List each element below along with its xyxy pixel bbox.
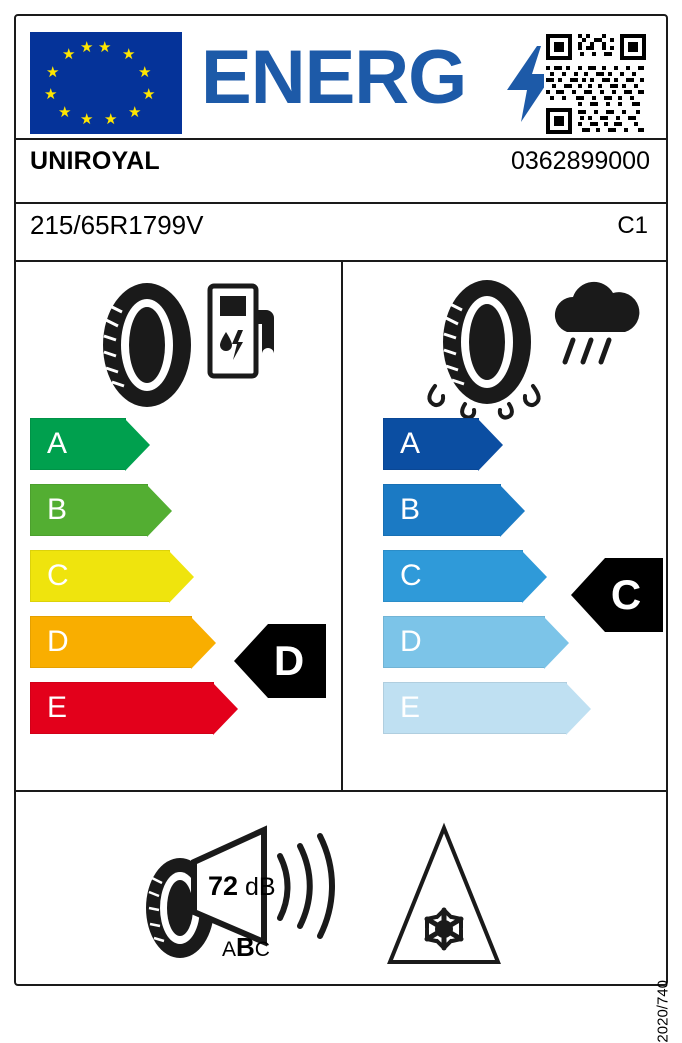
rain-cloud-icon (543, 280, 647, 389)
tyre-icon (88, 280, 206, 415)
wet-grip-scale-letter: E (400, 691, 421, 724)
wet-grip-scale-letter: B (400, 493, 421, 526)
page-title: ENERG (201, 35, 467, 120)
fuel-rating-value: D (273, 637, 305, 684)
fuel-scale-row (30, 418, 214, 470)
fuel-pump-icon (206, 280, 280, 385)
wet-grip-scale-row (383, 616, 567, 668)
noise-class-c: C (254, 938, 270, 961)
fuel-scale-row (30, 682, 214, 734)
three-peak-mountain-snowflake-icon (384, 822, 504, 968)
wet-grip-rating-scale (383, 418, 567, 748)
noise-value: 72 dB (208, 871, 276, 901)
fuel-efficiency-panel (16, 262, 341, 790)
divider (16, 138, 666, 140)
energy-label-card (14, 14, 672, 1043)
fuel-scale-letter: E (47, 691, 68, 724)
noise-group (134, 820, 364, 970)
label-header (16, 16, 666, 138)
noise-class-b: B (236, 932, 255, 962)
fuel-scale-row (30, 550, 214, 602)
wet-grip-rating-marker (571, 558, 663, 632)
wet-grip-rating-value: C (610, 571, 642, 618)
fuel-rating-scale (30, 418, 214, 748)
fuel-scale-row (30, 484, 214, 536)
product-code: 0362899000 (510, 147, 650, 175)
wet-grip-scale-row (383, 484, 567, 536)
noise-class-scale (222, 932, 270, 962)
tyre-class: C1 (617, 212, 648, 239)
wet-grip-scale-row (383, 682, 567, 734)
divider (16, 202, 666, 204)
date-code: 2020/740 (655, 980, 672, 1043)
fuel-scale-letter: D (47, 625, 69, 658)
eu-flag-icon: ★ ★ ★ ★ ★ ★ ★ ★ ★ ★ ★ ★ (30, 32, 182, 134)
fuel-scale-letter: C (47, 559, 69, 592)
wet-grip-scale-letter: A (400, 427, 421, 460)
noise-class-a: A (222, 938, 237, 961)
noise-unit: dB (245, 873, 276, 901)
tyre-size: 215/65R1799V (30, 210, 204, 240)
noise-and-snow-panel (16, 792, 672, 1043)
wet-grip-scale-letter: D (400, 625, 422, 658)
brand-name: UNIROYAL (30, 147, 160, 175)
wet-grip-panel (343, 262, 670, 790)
fuel-scale-row (30, 616, 214, 668)
fuel-rating-marker (234, 624, 326, 698)
fuel-scale-letter: A (47, 427, 68, 460)
wet-grip-scale-row (383, 418, 567, 470)
wet-grip-scale-letter: C (400, 559, 422, 592)
tyre-wet-icon (421, 280, 561, 425)
fuel-scale-letter: B (47, 493, 68, 526)
qr-code-icon (544, 32, 648, 136)
wet-grip-scale-row (383, 550, 567, 602)
